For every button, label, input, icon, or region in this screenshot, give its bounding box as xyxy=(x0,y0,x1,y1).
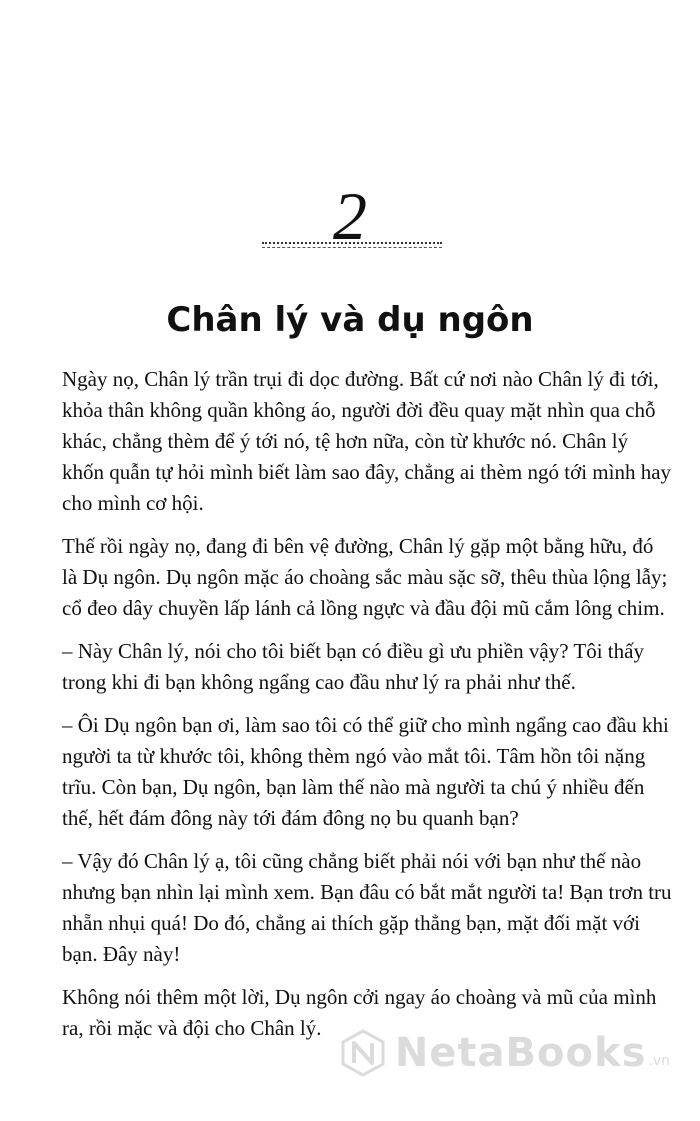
paragraph-5: – Vậy đó Chân lý ạ, tôi cũng chẳng biết phải nói với bạn như thế nào nhưng bạn nhìn lại mình xem. Bạn đâu có bắt mắt người ta! Bạn trơn tru nhẵn nhụi quá! Do đó, chẳng ai thích gặp thẳng bạn, mặt đối mặt với bạn. Đây này! xyxy=(62,849,672,966)
paragraph-1: Ngày nọ, Chân lý trần trụi đi dọc đường. Bất cứ nơi nào Chân lý đi tới, khỏa thân không quần không áo, người đời đều quay mặt nhìn qua chỗ khác, chẳng thèm để ý tới nó, tệ hơn nữa, còn từ khước nó. Chân lý khốn quẫn tự hỏi mình biết làm sao đây, chẳng ai thèm ngó tới mình hay cho mình cơ hội. xyxy=(62,367,672,515)
paragraph-2: Thế rồi ngày nọ, đang đi bên vệ đường, Chân lý gặp một bằng hữu, đó là Dụ ngôn. Dụ ngôn mặc áo choàng sắc màu sặc sỡ, thêu thùa lộng lẫy; cổ đeo dây chuyền lấp lánh cả lồng ngực và đầu đội mũ cắm lông chim. xyxy=(62,534,668,620)
netabooks-watermark xyxy=(339,1029,670,1077)
paragraph-6: Không nói thêm một lời, Dụ ngôn cởi ngay áo choàng và mũ của mình ra, rồi mặc và đội cho Chân lý. xyxy=(62,985,657,1040)
chapter-title: Chân lý và dụ ngôn xyxy=(166,300,534,340)
netabooks-logo-icon xyxy=(339,1029,387,1077)
paragraph-4: – Ôi Dụ ngôn bạn ơi, làm sao tôi có thể giữ cho mình ngẩng cao đầu khi người ta từ khước tôi, không thèm ngó vào mắt tôi. Tâm hồn tôi nặng trĩu. Còn bạn, Dụ ngôn, bạn làm thế nào mà người ta chú ý nhiều đến thế, hết đám đông này tới đám đông nọ bu quanh bạn? xyxy=(62,713,669,830)
chapter-body xyxy=(62,364,672,1056)
chapter-number: 2 xyxy=(333,178,367,254)
divider-line-top xyxy=(262,242,442,244)
chapter-divider xyxy=(262,242,442,252)
divider-line-bottom xyxy=(262,247,442,248)
paragraph-3: – Này Chân lý, nói cho tôi biết bạn có điều gì ưu phiền vậy? Tôi thấy trong khi đi bạn không ngẩng cao đầu như lý ra phải như thế. xyxy=(62,639,644,694)
watermark-suffix: .vn xyxy=(648,1053,670,1069)
watermark-text: NetaBooks xyxy=(394,1030,647,1076)
